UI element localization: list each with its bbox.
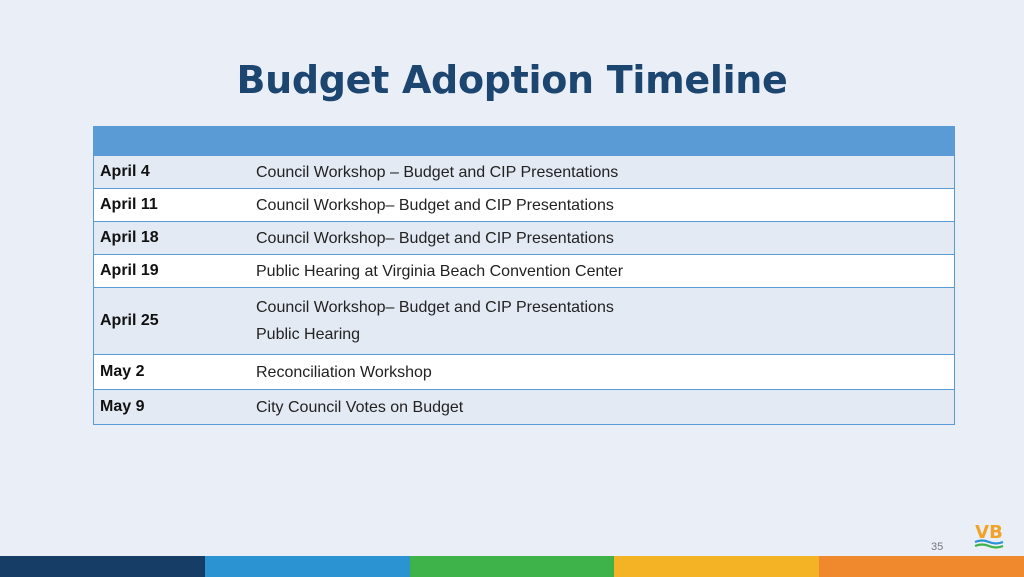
footer-segment [0,556,205,577]
event-line: Council Workshop– Budget and CIP Presentations [256,299,614,316]
footer-segment [205,556,410,577]
row-date: April 25 [100,312,159,329]
event-line: Council Workshop– Budget and CIP Presentations [256,229,614,247]
row-date: April 11 [100,196,158,213]
row-events [256,258,954,285]
event-line: Council Workshop– Budget and CIP Presentations [256,196,614,214]
table-row [94,155,954,188]
row-date: May 9 [100,398,145,415]
page-number: 35 [931,541,944,553]
event-line: Public Hearing [256,326,361,343]
table-row [94,287,954,354]
event-line: City Council Votes on Budget [256,398,464,416]
row-date: April 19 [100,262,159,279]
row-events [256,225,954,252]
timeline-table [93,126,955,425]
footer-segment [410,556,615,577]
vb-logo-text: VB [975,522,1003,543]
row-events [256,192,954,219]
row-events [256,159,954,186]
table-row [94,354,954,389]
footer-segment [614,556,819,577]
event-line: Reconciliation Workshop [256,363,432,381]
row-date: May 2 [100,363,145,380]
row-date: April 18 [100,229,159,246]
footer-color-bar [0,556,1024,577]
row-events [256,359,954,386]
table-row [94,221,954,254]
row-events [256,294,954,348]
table-header-band [94,127,954,155]
event-line: Public Hearing at Virginia Beach Convention Center [256,262,624,280]
row-events [256,394,954,421]
table-row [94,254,954,287]
row-date: April 4 [100,163,150,180]
table-row [94,389,954,424]
footer-segment [819,556,1024,577]
slide-title: Budget Adoption Timeline [236,58,788,102]
event-line: Council Workshop – Budget and CIP Presentations [256,163,619,181]
vb-logo [972,520,1006,550]
table-row [94,188,954,221]
